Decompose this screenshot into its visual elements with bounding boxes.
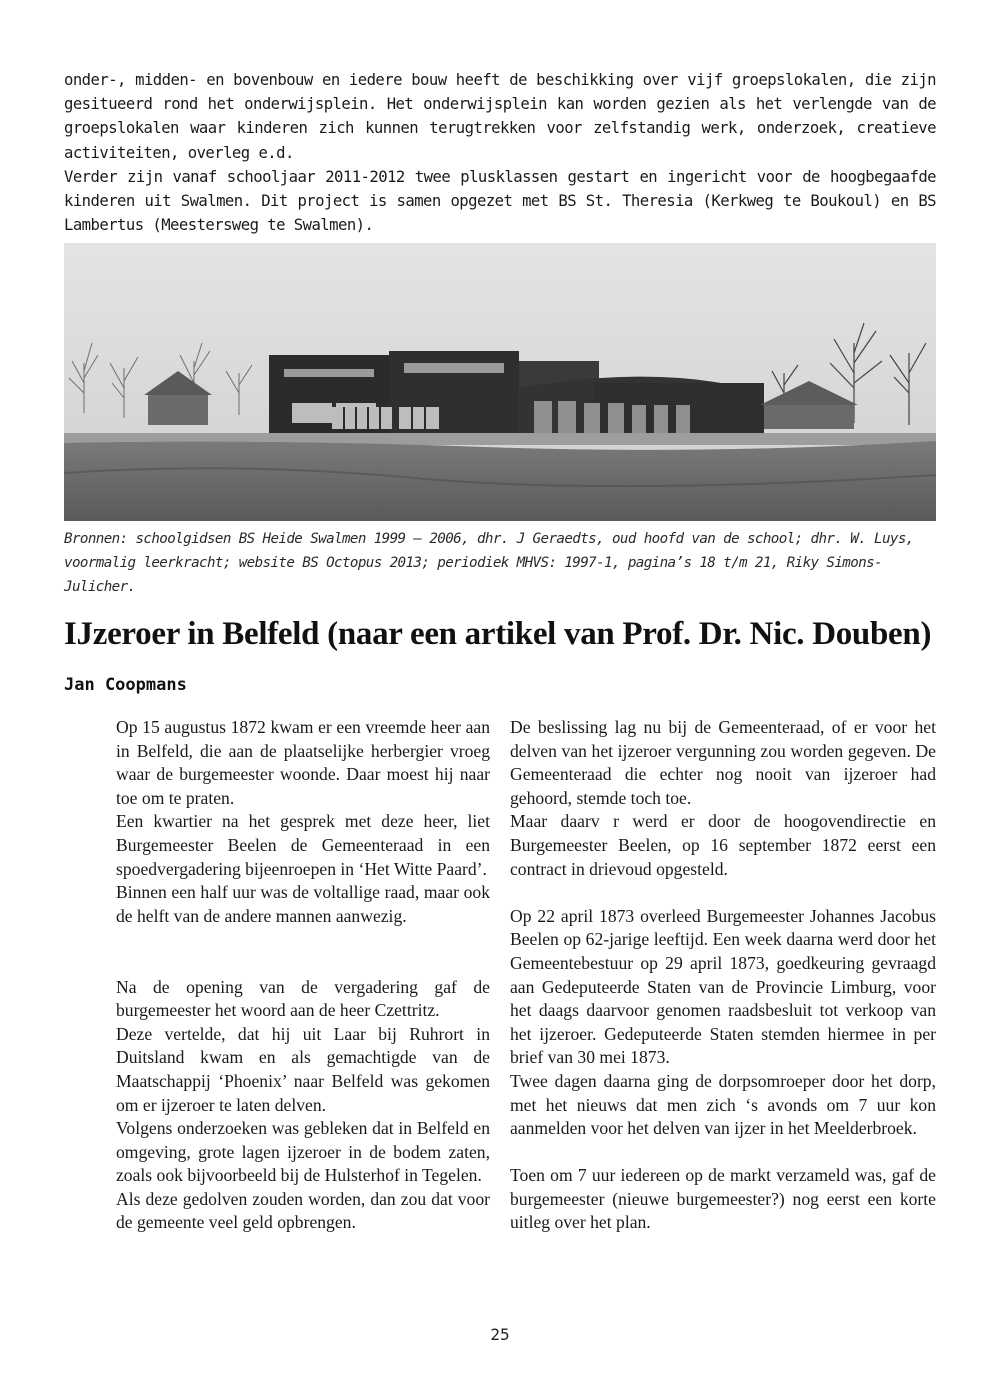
article-paragraph: Maar daarv r werd er door de hoogovendirectie en Burgemeester Beelen, op 16 september 1872 eerst een contract in drievoud opgesteld. [510,811,936,879]
article-title: IJzeroer in Belfeld (naar een artikel van Prof. Dr. Nic. Douben) [64,616,932,652]
photo-caption [64,527,936,599]
article-paragraph: Twee dagen daarna ging de dorpsomroeper door het dorp, met het nieuws dat men zich ‘s avonds om 7 uur kon aanmelden voor het delven van ijzer in het Meelderbroek. [510,1070,936,1139]
article-paragraph: Een kwartier na het gesprek met deze heer, liet Burgemeester Beelen de Gemeenteraad in een spoedvergadering bijeenroepen in ‘Het Witte Paard’. [116,811,490,879]
paragraph-gap [510,1141,936,1165]
intro-paragraph: onder-, midden- en bovenbouw en iedere bouw heeft de beschikking over vijf groepslokalen, die zijn gesitueerd rond het onderwijsplein. Het onderwijsplein kan worden gezien als het verlengde van de groepslokalen waar kinderen zich kunnen terugtrekken voor zelfstandig werk, onderzoek, creatieve activiteiten, overleg e.d. [64,71,936,162]
article-paragraph: Op 22 april 1873 overleed Burgemeester Johannes Jacobus Beelen op 62-jarige leeftijd. Een week daarna werd door het Gemeentebestuur op 29 april 1873, goedkeuring gevraagd aan Gedeputeerde Staten van de Provincie Limburg, voor het daags daarvoor genomen raadsbesluit tot verkoop van het ijzeroer. Gedeputeerde Staten stemden hiermee in per brief van 30 mei 1873. [510,905,936,1068]
article-paragraph: Toen om 7 uur iedereen op de markt verzameld was, gaf de burgemeester (nieuwe burgemeester?) nog eerst een korte uitleg over het plan. [510,1165,936,1233]
page-number: 25 [490,1325,510,1344]
article-column-left [116,716,490,1235]
paragraph-gap [116,928,490,952]
article-paragraph: Op 15 augustus 1872 kwam er een vreemde heer aan in Belfeld, die aan de plaatselijke herbergier vroeg waar de burgemeester woonde. Daar moest hij naar toe om te praten. [116,717,490,808]
article-paragraph: Volgens onderzoeken was gebleken dat in Belfeld en omgeving, grote lagen ijzeroer in de bodem zaten, zoals ook bijvoorbeeld bij de Hulsterhof in Tegelen. [116,1118,490,1186]
intro-text [64,68,936,237]
school-building-photo [64,243,936,521]
intro-paragraph: Verder zijn vanaf schooljaar 2011-2012 twee plusklassen gestart en ingericht voor de hoogbegaafde kinderen uit Swalmen. Dit project is samen opgezet met BS St. Theresia (Kerkweg te Boukoul) en BS Lambertus (Meestersweg te Swalmen). [64,167,936,235]
article-paragraph: De beslissing lag nu bij de Gemeenteraad, of er voor het delven van het ijzeroer vergunning zou worden gegeven. De Gemeenteraad die echter nog nooit van ijzeroer had gehoord, stemde toch toe. [510,717,936,808]
paragraph-gap [510,881,936,905]
article-author: Jan Coopmans [64,675,187,695]
school-building-illustration [64,243,936,521]
article-paragraph: Binnen een half uur was de voltallige raad, maar ook de helft van de andere mannen aanwezig. [116,882,490,926]
article-paragraph: Als deze gedolven zouden worden, dan zou dat voor de gemeente veel geld opbrengen. [116,1188,490,1233]
paragraph-gap [116,952,490,976]
article-paragraph: Deze vertelde, dat hij uit Laar bij Ruhrort in Duitsland kwam en als gemachtigde van de Maatschappij ‘Phoenix’ naar Belfeld was gekomen om er ijzeroer te laten delven. [116,1023,490,1115]
article-column-right [510,716,936,1235]
caption-text: Bronnen: schoolgidsen BS Heide Swalmen 1999 – 2006, dhr. J Geraedts, oud hoofd van de school; dhr. W. Luys, voormalig leerkracht; website BS Octopus 2013; periodiek MHVS: 1997-1, pagina’s 18 t/m 21, Riky Simons-Julicher. [64,531,914,595]
article-paragraph: Na de opening van de vergadering gaf de burgemeester het woord aan de heer Czettritz. [116,976,490,1021]
